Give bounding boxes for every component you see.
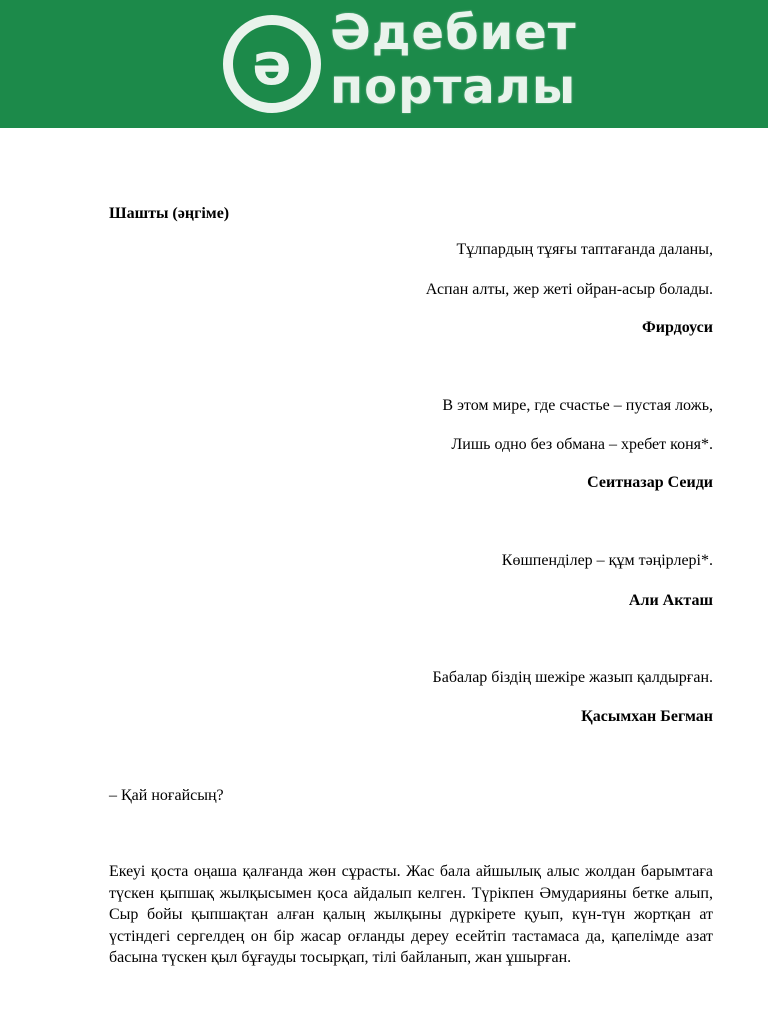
brand-line-2: порталы <box>330 59 577 115</box>
portal-header-banner <box>0 0 768 128</box>
epigraph-line: Лишь одно без обмана – хребет коня*. <box>451 436 713 453</box>
portal-brand-name <box>330 6 577 114</box>
brand-line-1: Әдебиет <box>330 5 577 61</box>
dialogue-line: – Қай ноғайсың? <box>109 787 224 804</box>
story-paragraph: Екеуі қоста оңаша қалғанда жөн сұрасты. Жас бала айшылық алыс жолдан барымтаға түскен қыпшақ жылқысымен қоса айдалып келген. Түрікпен Әмударияны бетке алып, Сыр бойы қыпшақтан алған қалың жылқыны дүркірете қуып, күн-түн жортқан ат үстіндегі сергелдең он бір жасар оғланды дереу есейтіп тастамаса да, қапелімде азат басына түскен қыл бұғауды тосырқап, тілі байланып, жан ұшырған. <box>109 863 713 966</box>
epigraph-author: Қасымхан Бегман <box>581 708 713 725</box>
epigraph-author: Фирдоуси <box>642 319 713 336</box>
epigraph-line: Аспан алты, жер жеті ойран-асыр болады. <box>425 281 713 298</box>
epigraph-line: Көшпенділер – құм тәңірлері*. <box>501 552 713 569</box>
portal-logo-icon <box>222 14 322 114</box>
epigraph-line: Бабалар біздің шежіре жазып қалдырған. <box>432 669 713 686</box>
logo-letter: ə <box>252 30 292 98</box>
epigraph-line: В этом мире, где счастье – пустая ложь, <box>442 397 713 414</box>
epigraph-author: Али Акташ <box>628 592 713 609</box>
epigraph-author: Сеитназар Сеиди <box>587 474 713 491</box>
epigraph-line: Тұлпардың тұяғы таптағанда даланы, <box>456 241 713 258</box>
story-title: Шашты (әңгіме) <box>109 205 230 222</box>
